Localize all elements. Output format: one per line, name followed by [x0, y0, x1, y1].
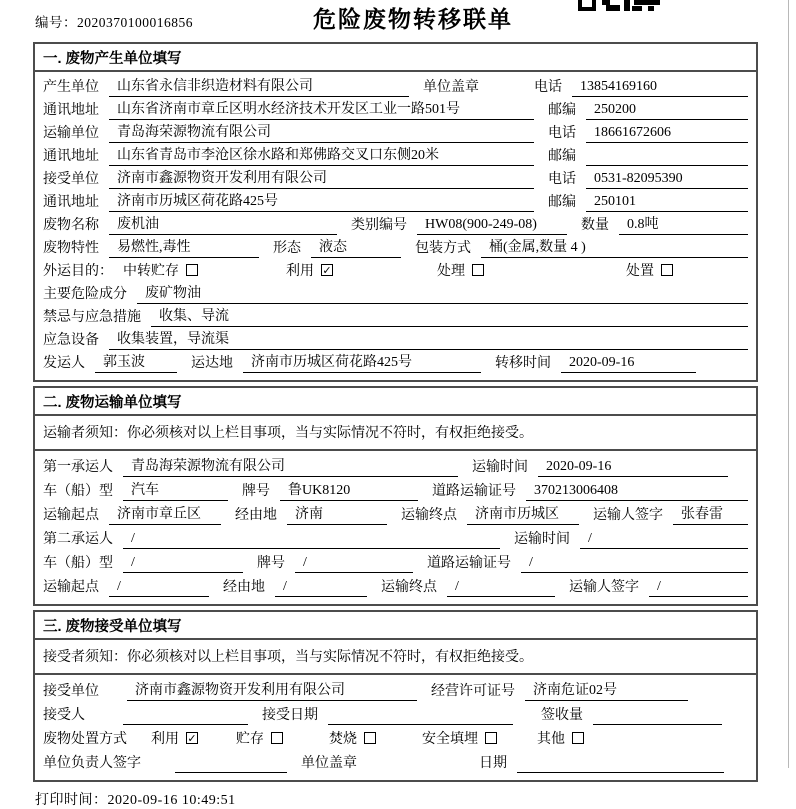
emergency-equipment-value: 收集装置，导流渠: [109, 328, 748, 350]
produce-unit-phone-value: 13854169160: [572, 79, 748, 97]
vehicle-type-value: 汽车: [123, 479, 228, 501]
receive-unit-value: 济南市鑫源物资开发利用有限公司: [109, 167, 534, 189]
carrier-signature-value: 张春雷: [673, 503, 748, 525]
row-receive-unit: [43, 166, 748, 189]
receiver-person-label: 接受人: [43, 708, 85, 723]
responsible-signature-label: 单位负责人签字: [43, 756, 141, 771]
carrier-signature-label: 运输人签字: [569, 580, 639, 595]
receive-address-zip-value: 250101: [586, 194, 748, 212]
option-treatment-label: 处理: [437, 264, 465, 279]
zip-label: 邮编: [548, 103, 576, 118]
landfill-checkbox: [485, 732, 497, 744]
disposal-checkbox: [661, 264, 673, 276]
route-end-label: 运输终点: [381, 580, 437, 595]
quantity-value: 0.8吨: [619, 213, 748, 235]
transfer-time-value: 2020-09-16: [561, 355, 696, 373]
row-vehicle-2: [43, 549, 748, 573]
document-header: [0, 0, 796, 42]
destination-label: 运达地: [191, 356, 233, 371]
license-value: 济南危证02号: [525, 679, 688, 701]
date-value: [517, 771, 724, 773]
option-disposal-label: 处置: [626, 264, 654, 279]
option-other-label: 其他: [537, 732, 565, 747]
vehicle-type-label: 车（船）型: [43, 484, 113, 499]
check-mark: ✓: [322, 264, 332, 277]
shipper-value: 郭玉波: [95, 351, 177, 373]
phone-label: 电话: [534, 80, 562, 95]
signed-quantity-label: 签收量: [541, 708, 583, 723]
section-transporter: [33, 386, 758, 606]
road-permit-2-value: /: [521, 555, 748, 573]
row-waste-character: [43, 235, 748, 258]
row-shipper: [43, 350, 748, 373]
road-permit-value: 370213006408: [526, 483, 748, 501]
route-start-value: 济南市章丘区: [109, 503, 221, 525]
serial-label: 编号：: [35, 15, 77, 30]
produce-unit-value: 山东省永信非织造材料有限公司: [109, 75, 409, 97]
transport-address-label: 通讯地址: [43, 149, 99, 164]
plate-value: 鲁UK8120: [280, 479, 418, 501]
option-recycle: [286, 260, 333, 281]
produce-address-zip-group: [534, 99, 748, 120]
produce-address-label: 通讯地址: [43, 103, 99, 118]
category-code-label: 类别编号: [351, 218, 407, 233]
option-transfer-storage: [123, 260, 198, 281]
route-via-label: 经由地: [235, 508, 277, 523]
zip-label: 邮编: [548, 149, 576, 164]
unit-seal-label: 单位盖章: [423, 80, 479, 95]
transport-unit-phone-value: 18661672606: [586, 125, 748, 143]
road-permit-label: 道路运输证号: [427, 556, 511, 571]
package-value: 桶(金属,数量 4 ): [481, 236, 748, 258]
produce-unit-phone-group: [534, 76, 748, 97]
transport-address-value: 山东省青岛市李沧区徐水路和郑佛路交叉口东侧20米: [109, 144, 534, 166]
route-end-value: 济南市历城区: [467, 503, 579, 525]
section-producer-rows: [35, 72, 756, 380]
row-emergency-equipment: [43, 327, 748, 350]
first-carrier-value: 青岛海荣源物流有限公司: [123, 455, 458, 477]
transport-time-label: 运输时间: [472, 460, 528, 475]
transfer-time-label: 转移时间: [495, 356, 551, 371]
phone-label: 电话: [548, 126, 576, 141]
route-start-label: 运输起点: [43, 580, 99, 595]
first-carrier-label: 第一承运人: [43, 460, 113, 475]
license-label: 经营许可证号: [431, 684, 515, 699]
option-disposal: [626, 260, 673, 281]
row-waste-name: [43, 212, 748, 235]
row-route-2: [43, 573, 748, 597]
row-transport-address: [43, 143, 748, 166]
row-outbound-purpose: [43, 258, 748, 281]
transport-time-value: 2020-09-16: [538, 459, 728, 477]
section-receiver: [33, 610, 758, 782]
route-end-label: 运输终点: [401, 508, 457, 523]
row-disposal-method: [43, 725, 748, 749]
emergency-measures-value: 收集、导流: [151, 305, 748, 327]
emergency-equipment-label: 应急设备: [43, 333, 99, 348]
main-hazard-value: 废矿物油: [137, 282, 748, 304]
receive-unit-label: 接受单位: [43, 172, 99, 187]
emergency-measures-label: 禁忌与应急措施: [43, 310, 141, 325]
disposal-recycle-checkbox: [186, 732, 198, 744]
treatment-checkbox: [472, 264, 484, 276]
section-receiver-rows: [35, 675, 756, 780]
option-disposal-storage: [236, 728, 283, 749]
section-transporter-rows: [35, 451, 756, 604]
transport-address-zip-group: [534, 145, 748, 166]
vehicle-type-2-value: /: [123, 555, 243, 573]
shipper-label: 发运人: [43, 356, 85, 371]
receiver-unit-label: 接受单位: [43, 684, 99, 699]
waste-name-value: 废机油: [109, 213, 337, 235]
print-time-value: 2020-09-16 10:49:51: [107, 793, 236, 808]
waste-character-value: 易燃性,毒性: [109, 236, 259, 258]
vehicle-type-label: 车（船）型: [43, 556, 113, 571]
option-disposal-storage-label: 贮存: [236, 732, 264, 747]
incineration-checkbox: [364, 732, 376, 744]
waste-character-label: 废物特性: [43, 241, 99, 256]
row-receive-address: [43, 189, 748, 212]
option-treatment: [437, 260, 484, 281]
receive-address-zip-group: [534, 191, 748, 212]
row-responsible-signature: [43, 749, 748, 773]
receive-date-value: [328, 723, 513, 725]
section-producer: [33, 42, 758, 382]
transporter-notice: 运输者须知：你必须核对以上栏目事项，当与实际情况不符时，有权拒绝接受。: [35, 416, 756, 451]
receive-address-value: 济南市历城区荷花路425号: [109, 190, 534, 212]
route-via-2-value: /: [275, 579, 367, 597]
option-disposal-recycle: [151, 728, 198, 749]
quantity-label: 数量: [581, 218, 609, 233]
route-start-label: 运输起点: [43, 508, 99, 523]
row-vehicle-1: [43, 477, 748, 501]
disposal-method-label: 废物处置方式: [43, 732, 127, 747]
transport-unit-value: 青岛海荣源物流有限公司: [109, 121, 534, 143]
transport-address-zip-value: [586, 164, 748, 166]
disposal-storage-checkbox: [271, 732, 283, 744]
check-mark: ✓: [187, 732, 197, 745]
row-transport-unit: [43, 120, 748, 143]
category-code-value: HW08(900-249-08): [417, 217, 567, 235]
serial-value: 2020370100016856: [77, 15, 193, 30]
receive-unit-phone-value: 0531-82095390: [586, 171, 748, 189]
transport-time-label: 运输时间: [514, 532, 570, 547]
second-carrier-label: 第二承运人: [43, 532, 113, 547]
outbound-purpose-label: 外运目的：: [43, 264, 113, 279]
receive-address-label: 通讯地址: [43, 195, 99, 210]
row-produce-unit: [43, 74, 748, 97]
row-route-1: [43, 501, 748, 525]
route-end-2-value: /: [447, 579, 555, 597]
produce-unit-label: 产生单位: [43, 80, 99, 95]
row-second-carrier: [43, 525, 748, 549]
row-emergency-measures: [43, 304, 748, 327]
plate-2-value: /: [295, 555, 413, 573]
section-transporter-title: 二. 废物运输单位填写: [35, 388, 756, 416]
route-via-label: 经由地: [223, 580, 265, 595]
main-hazard-label: 主要危险成分: [43, 287, 127, 302]
page-title: 危险废物转移联单: [313, 6, 513, 32]
carrier-signature-label: 运输人签字: [593, 508, 663, 523]
date-label: 日期: [479, 756, 507, 771]
recycle-checkbox: [321, 264, 333, 276]
row-first-carrier: [43, 453, 748, 477]
package-label: 包装方式: [415, 241, 471, 256]
transport-unit-phone-group: [534, 122, 748, 143]
zip-label: 邮编: [548, 195, 576, 210]
page-edge-line: [788, 0, 789, 768]
waste-name-label: 废物名称: [43, 218, 99, 233]
transfer-storage-checkbox: [186, 264, 198, 276]
other-checkbox: [572, 732, 584, 744]
print-time: [35, 789, 796, 809]
receive-unit-phone-group: [534, 168, 748, 189]
responsible-signature-value: [175, 771, 287, 773]
section-receiver-title: 三. 废物接受单位填写: [35, 612, 756, 640]
road-permit-label: 道路运输证号: [432, 484, 516, 499]
receive-date-label: 接受日期: [262, 708, 318, 723]
receiver-unit-value: 济南市鑫源物资开发利用有限公司: [127, 679, 417, 701]
route-start-2-value: /: [109, 579, 209, 597]
phone-label: 电话: [548, 172, 576, 187]
option-other: [537, 728, 584, 749]
carrier-signature-2-value: /: [649, 579, 748, 597]
form-value: 液态: [311, 236, 401, 258]
row-receiver: [43, 701, 748, 725]
row-main-hazard: [43, 281, 748, 304]
second-carrier-value: /: [123, 531, 500, 549]
route-via-value: 济南: [287, 503, 387, 525]
option-landfill: [422, 728, 497, 749]
option-landfill-label: 安全填埋: [422, 732, 478, 747]
form-label: 形态: [273, 241, 301, 256]
plate-label: 牌号: [257, 556, 285, 571]
transport-unit-label: 运输单位: [43, 126, 99, 141]
plate-label: 牌号: [242, 484, 270, 499]
destination-value: 济南市历城区荷花路425号: [243, 351, 481, 373]
option-transfer-storage-label: 中转贮存: [123, 264, 179, 279]
row-receiver-unit: [43, 677, 748, 701]
option-incineration: [329, 728, 376, 749]
produce-address-zip-value: 250200: [586, 102, 748, 120]
produce-address-value: 山东省济南市章丘区明水经济技术开发区工业一路501号: [109, 98, 534, 120]
print-time-label: 打印时间：: [35, 793, 108, 808]
option-disposal-recycle-label: 利用: [151, 732, 179, 747]
transport-time-2-value: /: [580, 531, 748, 549]
signed-quantity-value: [593, 723, 722, 725]
section-producer-title: 一. 废物产生单位填写: [35, 44, 756, 72]
receiver-notice: 接受者须知：你必须核对以上栏目事项，当与实际情况不符时，有权拒绝接受。: [35, 640, 756, 675]
receiver-person-value: [123, 723, 248, 725]
option-recycle-label: 利用: [286, 264, 314, 279]
option-incineration-label: 焚烧: [329, 732, 357, 747]
row-produce-address: [43, 97, 748, 120]
unit-seal-label: 单位盖章: [301, 756, 357, 771]
